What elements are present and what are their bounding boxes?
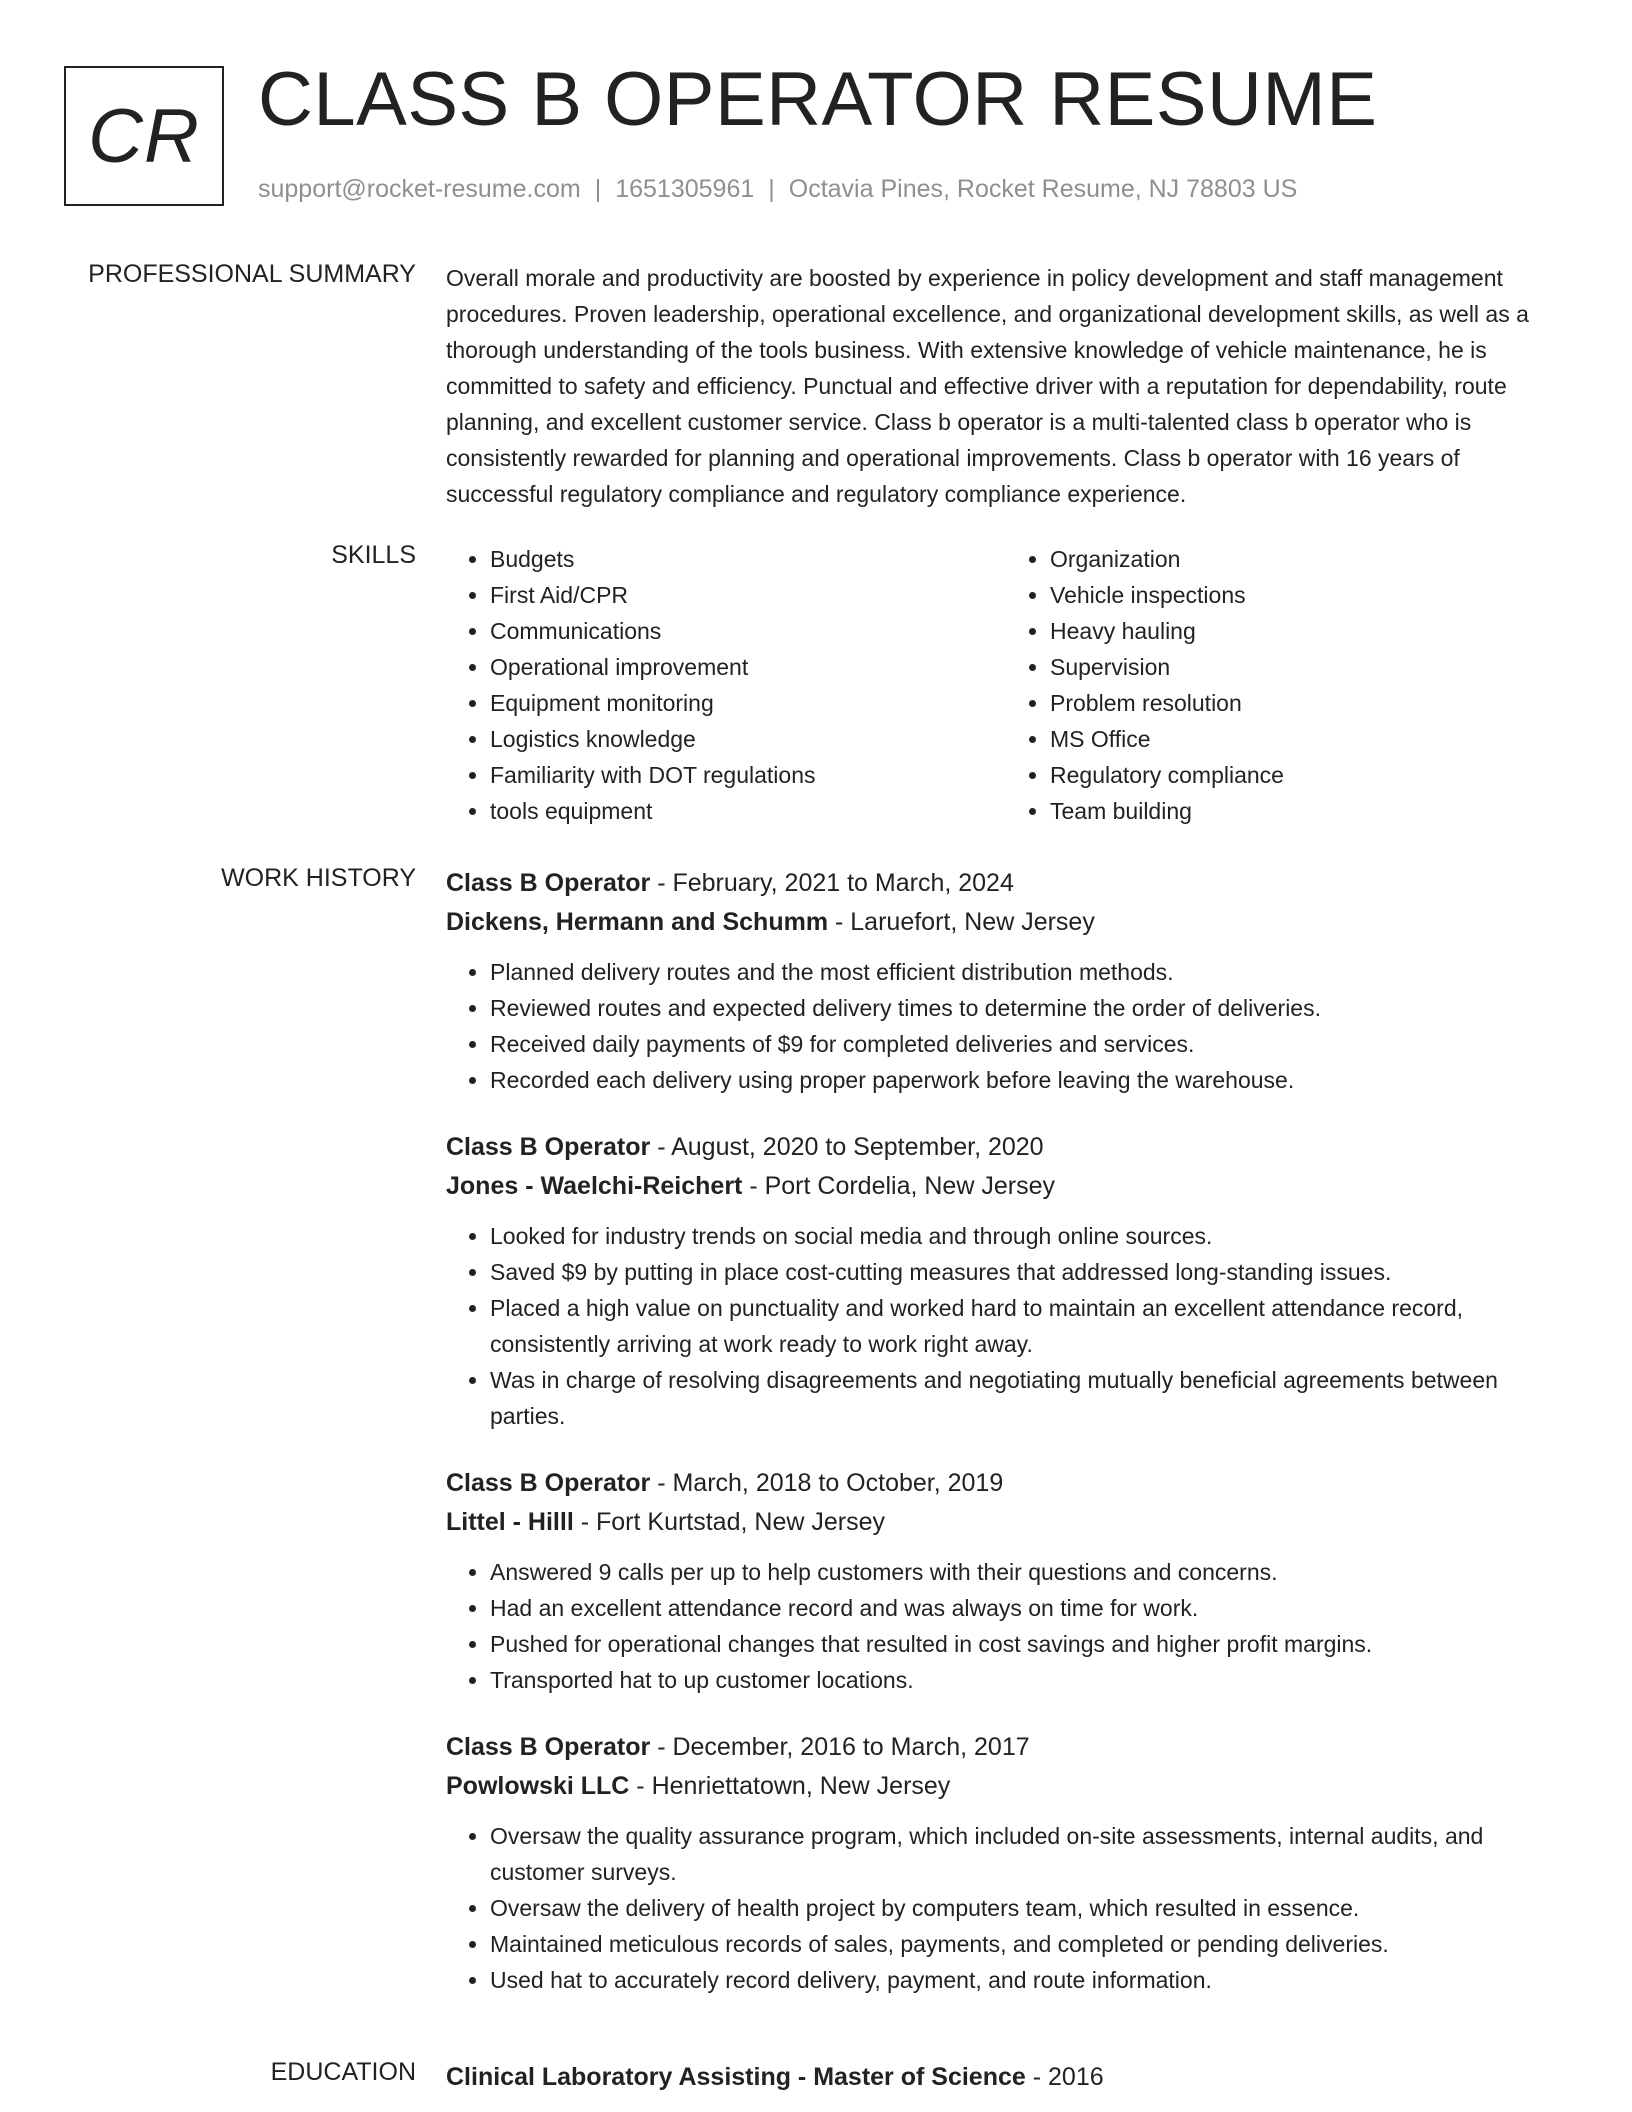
job-bullet: • Received daily payments of $9 for completed deliveries and services. <box>490 1026 1566 1062</box>
job-bullet: • Used hat to accurately record delivery, payment, and route information. <box>490 1962 1566 1998</box>
company-name: Powlowski LLC <box>446 1772 630 1800</box>
skill-item: • Heavy hauling <box>1050 613 1566 649</box>
skills-list-left <box>446 541 1006 829</box>
skill-item: • MS Office <box>1050 721 1566 757</box>
skill-item: • Supervision <box>1050 649 1566 685</box>
work-history-body <box>446 864 1566 2028</box>
skill-item: • Operational improvement <box>490 649 1006 685</box>
section-label-education: EDUCATION <box>270 2058 416 2086</box>
education-body <box>446 2058 1566 2097</box>
company-name: Dickens, Hermann and Schumm <box>446 908 829 936</box>
job-title: Class B Operator <box>446 869 651 897</box>
job-dates: - December, 2016 to March, 2017 <box>650 1733 1030 1761</box>
job-entry <box>446 1464 1566 1698</box>
summary-text: Overall morale and productivity are boosted by experience in policy development and staff management procedures. Proven leadership, operational excellence, and organizational development skills, as well as a thorough understanding of the tools business. With extensive knowledge of vehicle maintenance, he is committed to safety and efficiency. Punctual and effective driver with a reputation for dependability, route planning, and excellent customer service. Class b operator is a multi-talented class b operator who is consistently rewarded for planning and operational improvements. Class b operator with 16 years of successful regulatory compliance and regulatory compliance experience. <box>446 265 1529 507</box>
section-label-work-history: WORK HISTORY <box>221 864 416 892</box>
job-bullets <box>446 1554 1566 1698</box>
skill-item: • Equipment monitoring <box>490 685 1006 721</box>
job-title: Class B Operator <box>446 1133 651 1161</box>
job-entry <box>446 1728 1566 1998</box>
job-bullet: • Pushed for operational changes that resulted in cost savings and higher profit margins. <box>490 1626 1566 1662</box>
job-dates: - March, 2018 to October, 2019 <box>650 1469 1004 1497</box>
skill-item: • First Aid/CPR <box>490 577 1006 613</box>
job-title: Class B Operator <box>446 1469 651 1497</box>
skill-item: • Logistics knowledge <box>490 721 1006 757</box>
education-year: - 2016 <box>1025 2063 1104 2091</box>
skill-item: • Problem resolution <box>1050 685 1566 721</box>
skills-body <box>446 541 1566 829</box>
monogram-logo: CR <box>64 66 224 206</box>
skill-item: • Budgets <box>490 541 1006 577</box>
job-bullet: • Placed a high value on punctuality and worked hard to maintain an excellent attendance record, consistently arriving at work ready to work right away. <box>490 1290 1566 1362</box>
job-bullet: • Transported hat to up customer locations. <box>490 1662 1566 1698</box>
job-location: - Laruefort, New Jersey <box>828 908 1095 936</box>
skill-item: • Organization <box>1050 541 1566 577</box>
job-entry <box>446 1128 1566 1434</box>
job-bullet: • Oversaw the delivery of health project by computers team, which resulted in essence. <box>490 1890 1566 1926</box>
job-bullet: • Recorded each delivery using proper paperwork before leaving the warehouse. <box>490 1062 1566 1098</box>
resume-title: CLASS B OPERATOR RESUME <box>258 57 1378 142</box>
skill-item: • Familiarity with DOT regulations <box>490 757 1006 793</box>
job-bullets <box>446 954 1566 1098</box>
company-name: Littel - Hilll <box>446 1508 574 1536</box>
job-bullet: • Had an excellent attendance record and was always on time for work. <box>490 1590 1566 1626</box>
contact-line <box>258 175 1297 204</box>
job-bullet: • Oversaw the quality assurance program, which included on-site assessments, internal audits, and customer surveys. <box>490 1818 1566 1890</box>
skill-item: • Vehicle inspections <box>1050 577 1566 613</box>
job-bullets <box>446 1818 1566 1998</box>
skill-item: • Regulatory compliance <box>1050 757 1566 793</box>
job-title: Class B Operator <box>446 1733 651 1761</box>
section-label-skills: SKILLS <box>331 541 416 569</box>
job-bullet: • Was in charge of resolving disagreements and negotiating mutually beneficial agreements between parties. <box>490 1362 1566 1434</box>
skill-item: • Team building <box>1050 793 1566 829</box>
job-bullet: • Maintained meticulous records of sales, payments, and completed or pending deliveries. <box>490 1926 1566 1962</box>
skill-item: • Communications <box>490 613 1006 649</box>
job-location: - Henriettatown, New Jersey <box>629 1772 951 1800</box>
job-location: - Fort Kurtstad, New Jersey <box>573 1508 885 1536</box>
job-bullet: • Saved $9 by putting in place cost-cutting measures that addressed long-standing issues. <box>490 1254 1566 1290</box>
job-bullet: • Planned delivery routes and the most efficient distribution methods. <box>490 954 1566 990</box>
skills-list-right <box>1006 541 1566 829</box>
job-entry <box>446 864 1566 1098</box>
job-bullet: • Answered 9 calls per up to help customers with their questions and concerns. <box>490 1554 1566 1590</box>
address: Octavia Pines, Rocket Resume, NJ 78803 US <box>788 175 1298 203</box>
summary-body <box>446 260 1566 512</box>
job-bullet: • Looked for industry trends on social media and through online sources. <box>490 1218 1566 1254</box>
job-location: - Port Cordelia, New Jersey <box>742 1172 1055 1200</box>
section-label-summary: PROFESSIONAL SUMMARY <box>88 260 416 288</box>
job-bullet: • Reviewed routes and expected delivery times to determine the order of deliveries. <box>490 990 1566 1026</box>
degree: Clinical Laboratory Assisting - Master of Science <box>446 2063 1026 2091</box>
job-bullets <box>446 1218 1566 1434</box>
phone: 1651305961 <box>615 175 755 203</box>
email: support@rocket-resume.com <box>258 175 581 203</box>
separator: | <box>594 175 602 203</box>
company-name: Jones - Waelchi-Reichert <box>446 1172 743 1200</box>
job-dates: - February, 2021 to March, 2024 <box>650 869 1014 897</box>
separator: | <box>768 175 775 203</box>
skill-item: • tools equipment <box>490 793 1006 829</box>
job-dates: - August, 2020 to September, 2020 <box>650 1133 1044 1161</box>
